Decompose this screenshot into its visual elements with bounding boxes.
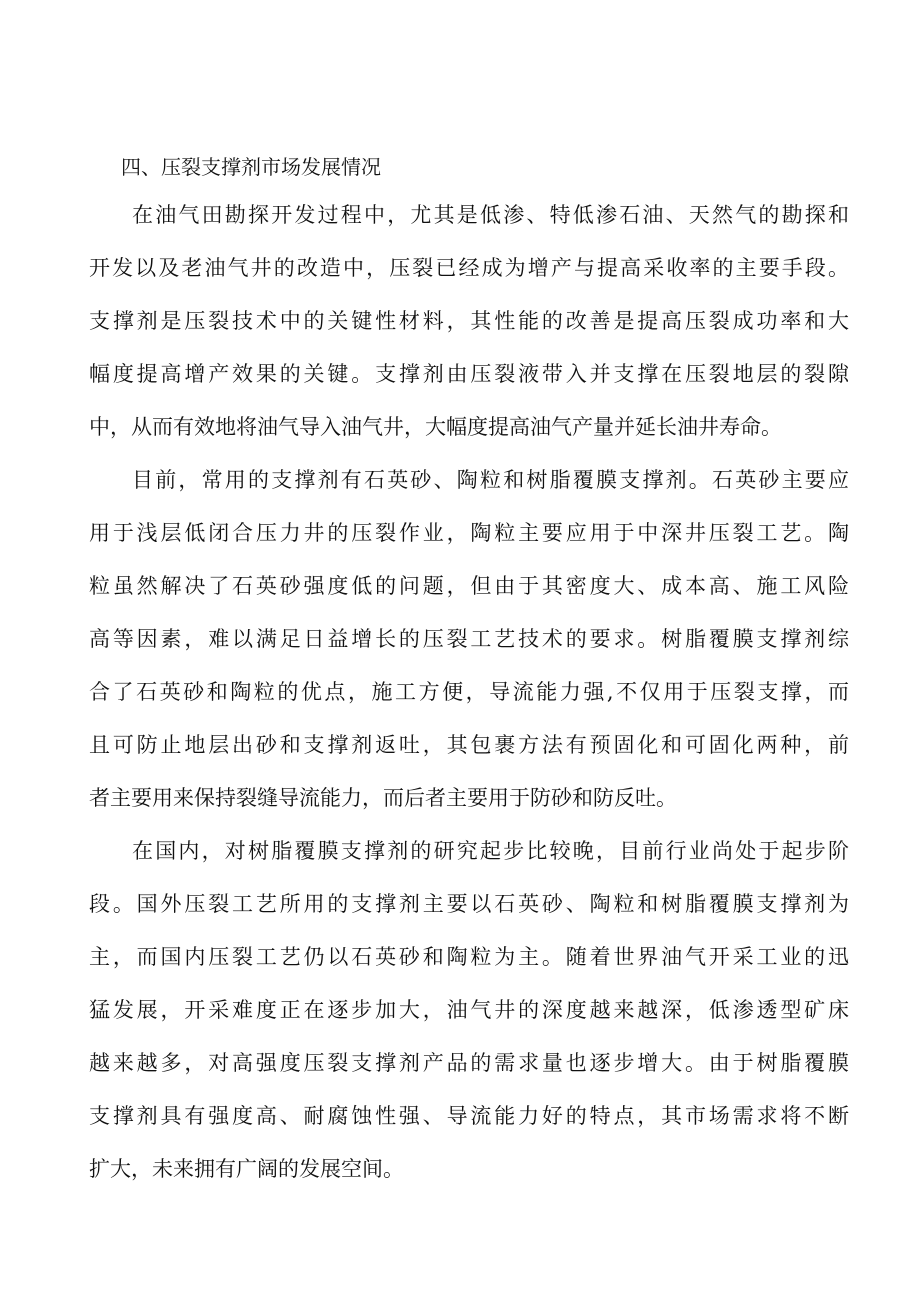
- paragraph-1-line-2: 开发以及老油气井的改造中，压裂已经成为增产与提高采收率的主要手段。: [89, 256, 849, 280]
- paragraph-1-line-1: 在油气田勘探开发过程中，尤其是低渗、特低渗石油、天然气的勘探和: [132, 203, 849, 227]
- paragraph-3-line-2: 段。国外压裂工艺所用的支撑剂主要以石英砂、陶粒和树脂覆膜支撑剂为: [89, 892, 849, 916]
- paragraph-3-line-4: 猛发展，开采难度正在逐步加大，油气井的深度越来越深，低渗透型矿床: [89, 998, 849, 1022]
- paragraph-3-line-1: 在国内，对树脂覆膜支撑剂的研究起步比较晚，目前行业尚处于起步阶: [132, 839, 849, 863]
- paragraph-2-line-2: 用于浅层低闭合压力井的压裂作业，陶粒主要应用于中深井压裂工艺。陶: [89, 521, 849, 545]
- paragraph-3-line-7: 扩大，未来拥有广阔的发展空间。: [89, 1157, 404, 1181]
- paragraph-2-line-3: 粒虽然解决了石英砂强度低的问题，但由于其密度大、成本高、施工风险: [89, 574, 849, 598]
- paragraph-1-line-3: 支撑剂是压裂技术中的关键性材料，其性能的改善是提高压裂成功率和大: [89, 309, 849, 333]
- paragraph-2-line-4: 高等因素，难以满足日益增长的压裂工艺技术的要求。树脂覆膜支撑剂综: [89, 627, 849, 651]
- paragraph-3-line-6: 支撑剂具有强度高、耐腐蚀性强、导流能力好的特点，其市场需求将不断: [89, 1104, 849, 1128]
- section-heading: 四、压裂支撑剂市场发展情况: [121, 155, 381, 179]
- paragraph-2-line-6: 且可防止地层出砂和支撑剂返吐，其包裹方法有预固化和可固化两种，前: [89, 733, 849, 757]
- paragraph-2-line-7: 者主要用来保持裂缝导流能力，而后者主要用于防砂和防反吐。: [89, 786, 677, 810]
- paragraph-3-line-5: 越来越多，对高强度压裂支撑剂产品的需求量也逐步增大。由于树脂覆膜: [89, 1051, 849, 1075]
- paragraph-2-line-5: 合了石英砂和陶粒的优点，施工方便，导流能力强,不仅用于压裂支撑，而: [89, 680, 849, 704]
- paragraph-1-line-5: 中，从而有效地将油气导入油气井，大幅度提高油气产量并延长油井寿命。: [89, 415, 782, 439]
- paragraph-2-line-1: 目前，常用的支撑剂有石英砂、陶粒和树脂覆膜支撑剂。石英砂主要应: [132, 468, 849, 492]
- paragraph-1-line-4: 幅度提高增产效果的关键。支撑剂由压裂液带入并支撑在压裂地层的裂隙: [89, 362, 849, 386]
- paragraph-3-line-3: 主，而国内压裂工艺仍以石英砂和陶粒为主。随着世界油气开采工业的迅: [89, 945, 849, 969]
